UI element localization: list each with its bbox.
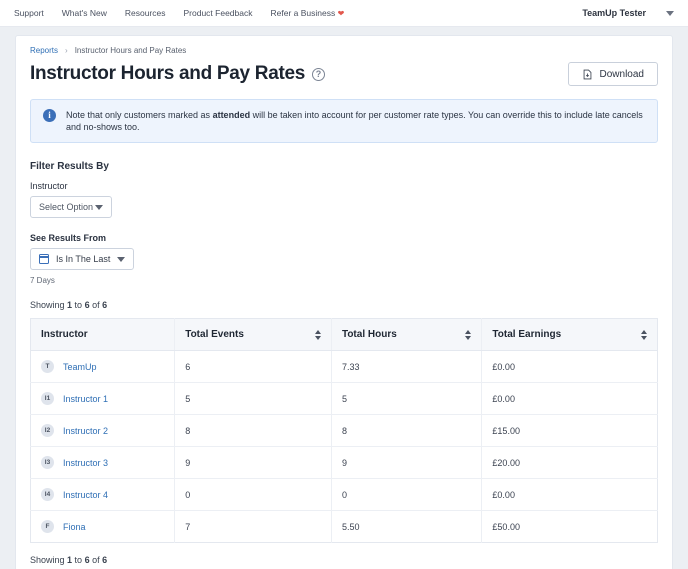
showing-total: 6 xyxy=(102,555,108,566)
showing-from: 1 xyxy=(67,555,73,566)
table-row xyxy=(31,447,658,479)
sort-icon[interactable] xyxy=(453,330,471,340)
nav-link-refer-label: Refer a Business xyxy=(270,8,336,18)
cell-total-events: 5 xyxy=(175,383,332,415)
notice-text-before: Note that only customers marked as xyxy=(66,110,213,120)
cell-instructor xyxy=(31,447,175,479)
cell-instructor xyxy=(31,415,175,447)
report-card xyxy=(15,35,673,569)
cell-total-earnings: £50.00 xyxy=(492,521,520,532)
cell-total-events: 0 xyxy=(175,479,332,511)
column-header-total-earnings[interactable] xyxy=(482,319,658,351)
table-row xyxy=(31,351,658,383)
column-label-total-earnings: Total Earnings xyxy=(492,329,562,341)
download-button[interactable] xyxy=(568,62,658,86)
showing-count-bottom xyxy=(30,555,658,569)
table-header-row xyxy=(31,319,658,351)
top-nav-user-area[interactable] xyxy=(582,8,674,18)
column-header-instructor[interactable] xyxy=(31,319,175,351)
instructor-select-value: Select Option xyxy=(39,202,94,213)
table-body xyxy=(31,351,658,543)
cell-total-hours: 0 xyxy=(331,479,481,511)
instructor-link[interactable]: Fiona xyxy=(63,521,86,532)
showing-of: of xyxy=(89,300,103,311)
table-row xyxy=(31,511,658,543)
avatar: I1 xyxy=(41,392,54,405)
column-label-total-events: Total Events xyxy=(185,329,244,341)
cell-total-events: 9 xyxy=(175,447,332,479)
cell-instructor xyxy=(31,351,175,383)
date-range-note: 7 Days xyxy=(30,276,55,286)
chevron-down-icon xyxy=(95,205,103,210)
info-notice-text xyxy=(66,109,645,133)
cell-total-hours: 5 xyxy=(331,383,481,415)
info-notice xyxy=(30,99,658,143)
instructor-link[interactable]: Instructor 2 xyxy=(63,425,109,436)
avatar: F xyxy=(41,520,54,533)
cell-total-hours: 5.50 xyxy=(331,511,481,543)
page-container xyxy=(0,27,688,569)
top-navigation-bar xyxy=(0,0,688,27)
chevron-right-icon: › xyxy=(65,46,68,55)
nav-link-support[interactable]: Support xyxy=(14,8,44,18)
chevron-down-icon xyxy=(117,257,125,262)
avatar: T xyxy=(41,360,54,373)
notice-bold-word: attended xyxy=(212,110,251,120)
chevron-down-icon[interactable] xyxy=(666,11,674,16)
showing-to: 6 xyxy=(84,300,90,311)
cell-instructor xyxy=(31,479,175,511)
top-nav-links xyxy=(14,8,344,18)
showing-prefix: Showing xyxy=(30,300,68,311)
nav-link-product-feedback[interactable]: Product Feedback xyxy=(183,8,253,18)
cell-total-events: 7 xyxy=(175,511,332,543)
instructor-field-label: Instructor xyxy=(30,181,68,192)
showing-mid: to xyxy=(72,300,85,311)
calendar-icon xyxy=(39,254,49,264)
table-row xyxy=(31,383,658,415)
showing-to: 6 xyxy=(84,555,90,566)
breadcrumb xyxy=(30,46,658,55)
breadcrumb-current: Instructor Hours and Pay Rates xyxy=(74,46,187,55)
table-row xyxy=(31,415,658,447)
showing-from: 1 xyxy=(67,300,73,311)
cell-instructor xyxy=(31,511,175,543)
see-results-from-label: See Results From xyxy=(30,233,107,244)
instructor-link[interactable]: TeamUp xyxy=(63,361,97,372)
showing-prefix: Showing xyxy=(30,555,68,566)
heart-icon: ❤ xyxy=(337,9,345,18)
cell-total-earnings: £20.00 xyxy=(482,447,658,479)
nav-link-whats-new[interactable]: What's New xyxy=(61,8,107,18)
showing-total: 6 xyxy=(102,300,108,311)
sort-icon[interactable] xyxy=(629,330,647,340)
info-icon: i xyxy=(43,109,56,122)
date-range-select[interactable] xyxy=(30,248,134,270)
column-label-total-hours: Total Hours xyxy=(341,329,397,341)
sort-icon[interactable] xyxy=(303,330,321,340)
showing-mid: to xyxy=(72,555,85,566)
table-row xyxy=(31,479,658,511)
cell-total-hours: 7.33 xyxy=(331,351,481,383)
instructor-select[interactable] xyxy=(30,196,112,218)
instructor-link[interactable]: Instructor 4 xyxy=(63,489,109,500)
cell-total-earnings: £0.00 xyxy=(482,351,658,383)
cell-total-earnings: £0.00 xyxy=(482,479,658,511)
cell-total-earnings: £0.00 xyxy=(482,383,658,415)
nav-link-resources[interactable]: Resources xyxy=(124,8,166,18)
avatar: I4 xyxy=(41,488,54,501)
column-header-total-events[interactable] xyxy=(175,319,332,351)
user-name-label: TeamUp Tester xyxy=(582,8,646,18)
avatar: I3 xyxy=(41,456,54,469)
column-label-instructor: Instructor xyxy=(41,329,88,341)
download-icon xyxy=(582,69,593,80)
cell-total-events: 6 xyxy=(175,351,332,383)
column-header-total-hours[interactable] xyxy=(331,319,481,351)
date-range-value: Is In The Last xyxy=(56,254,111,265)
cell-total-hours: 8 xyxy=(331,415,481,447)
nav-link-refer-a-business[interactable] xyxy=(270,8,344,18)
table-header xyxy=(31,319,658,351)
notice-text-after: will be taken into account for per customer rate types. You can override this to include late cancels and no-shows too. xyxy=(66,110,643,133)
showing-count-top xyxy=(30,300,658,310)
instructor-link[interactable]: Instructor 1 xyxy=(63,393,109,404)
page-title: Instructor Hours and Pay Rates xyxy=(30,63,306,84)
instructor-hours-table xyxy=(30,318,658,543)
cell-total-earnings: £15.00 xyxy=(482,415,658,447)
cell-total-events: 8 xyxy=(175,415,332,447)
help-icon[interactable]: ? xyxy=(312,68,325,81)
breadcrumb-reports[interactable]: Reports xyxy=(30,46,59,55)
instructor-link[interactable]: Instructor 3 xyxy=(63,457,109,468)
title-row xyxy=(30,62,658,86)
avatar: I2 xyxy=(41,424,54,437)
cell-instructor xyxy=(31,383,175,415)
filter-results-heading: Filter Results By xyxy=(30,161,109,173)
download-button-label: Download xyxy=(599,68,644,80)
showing-of: of xyxy=(89,555,103,566)
cell-total-hours: 9 xyxy=(331,447,481,479)
